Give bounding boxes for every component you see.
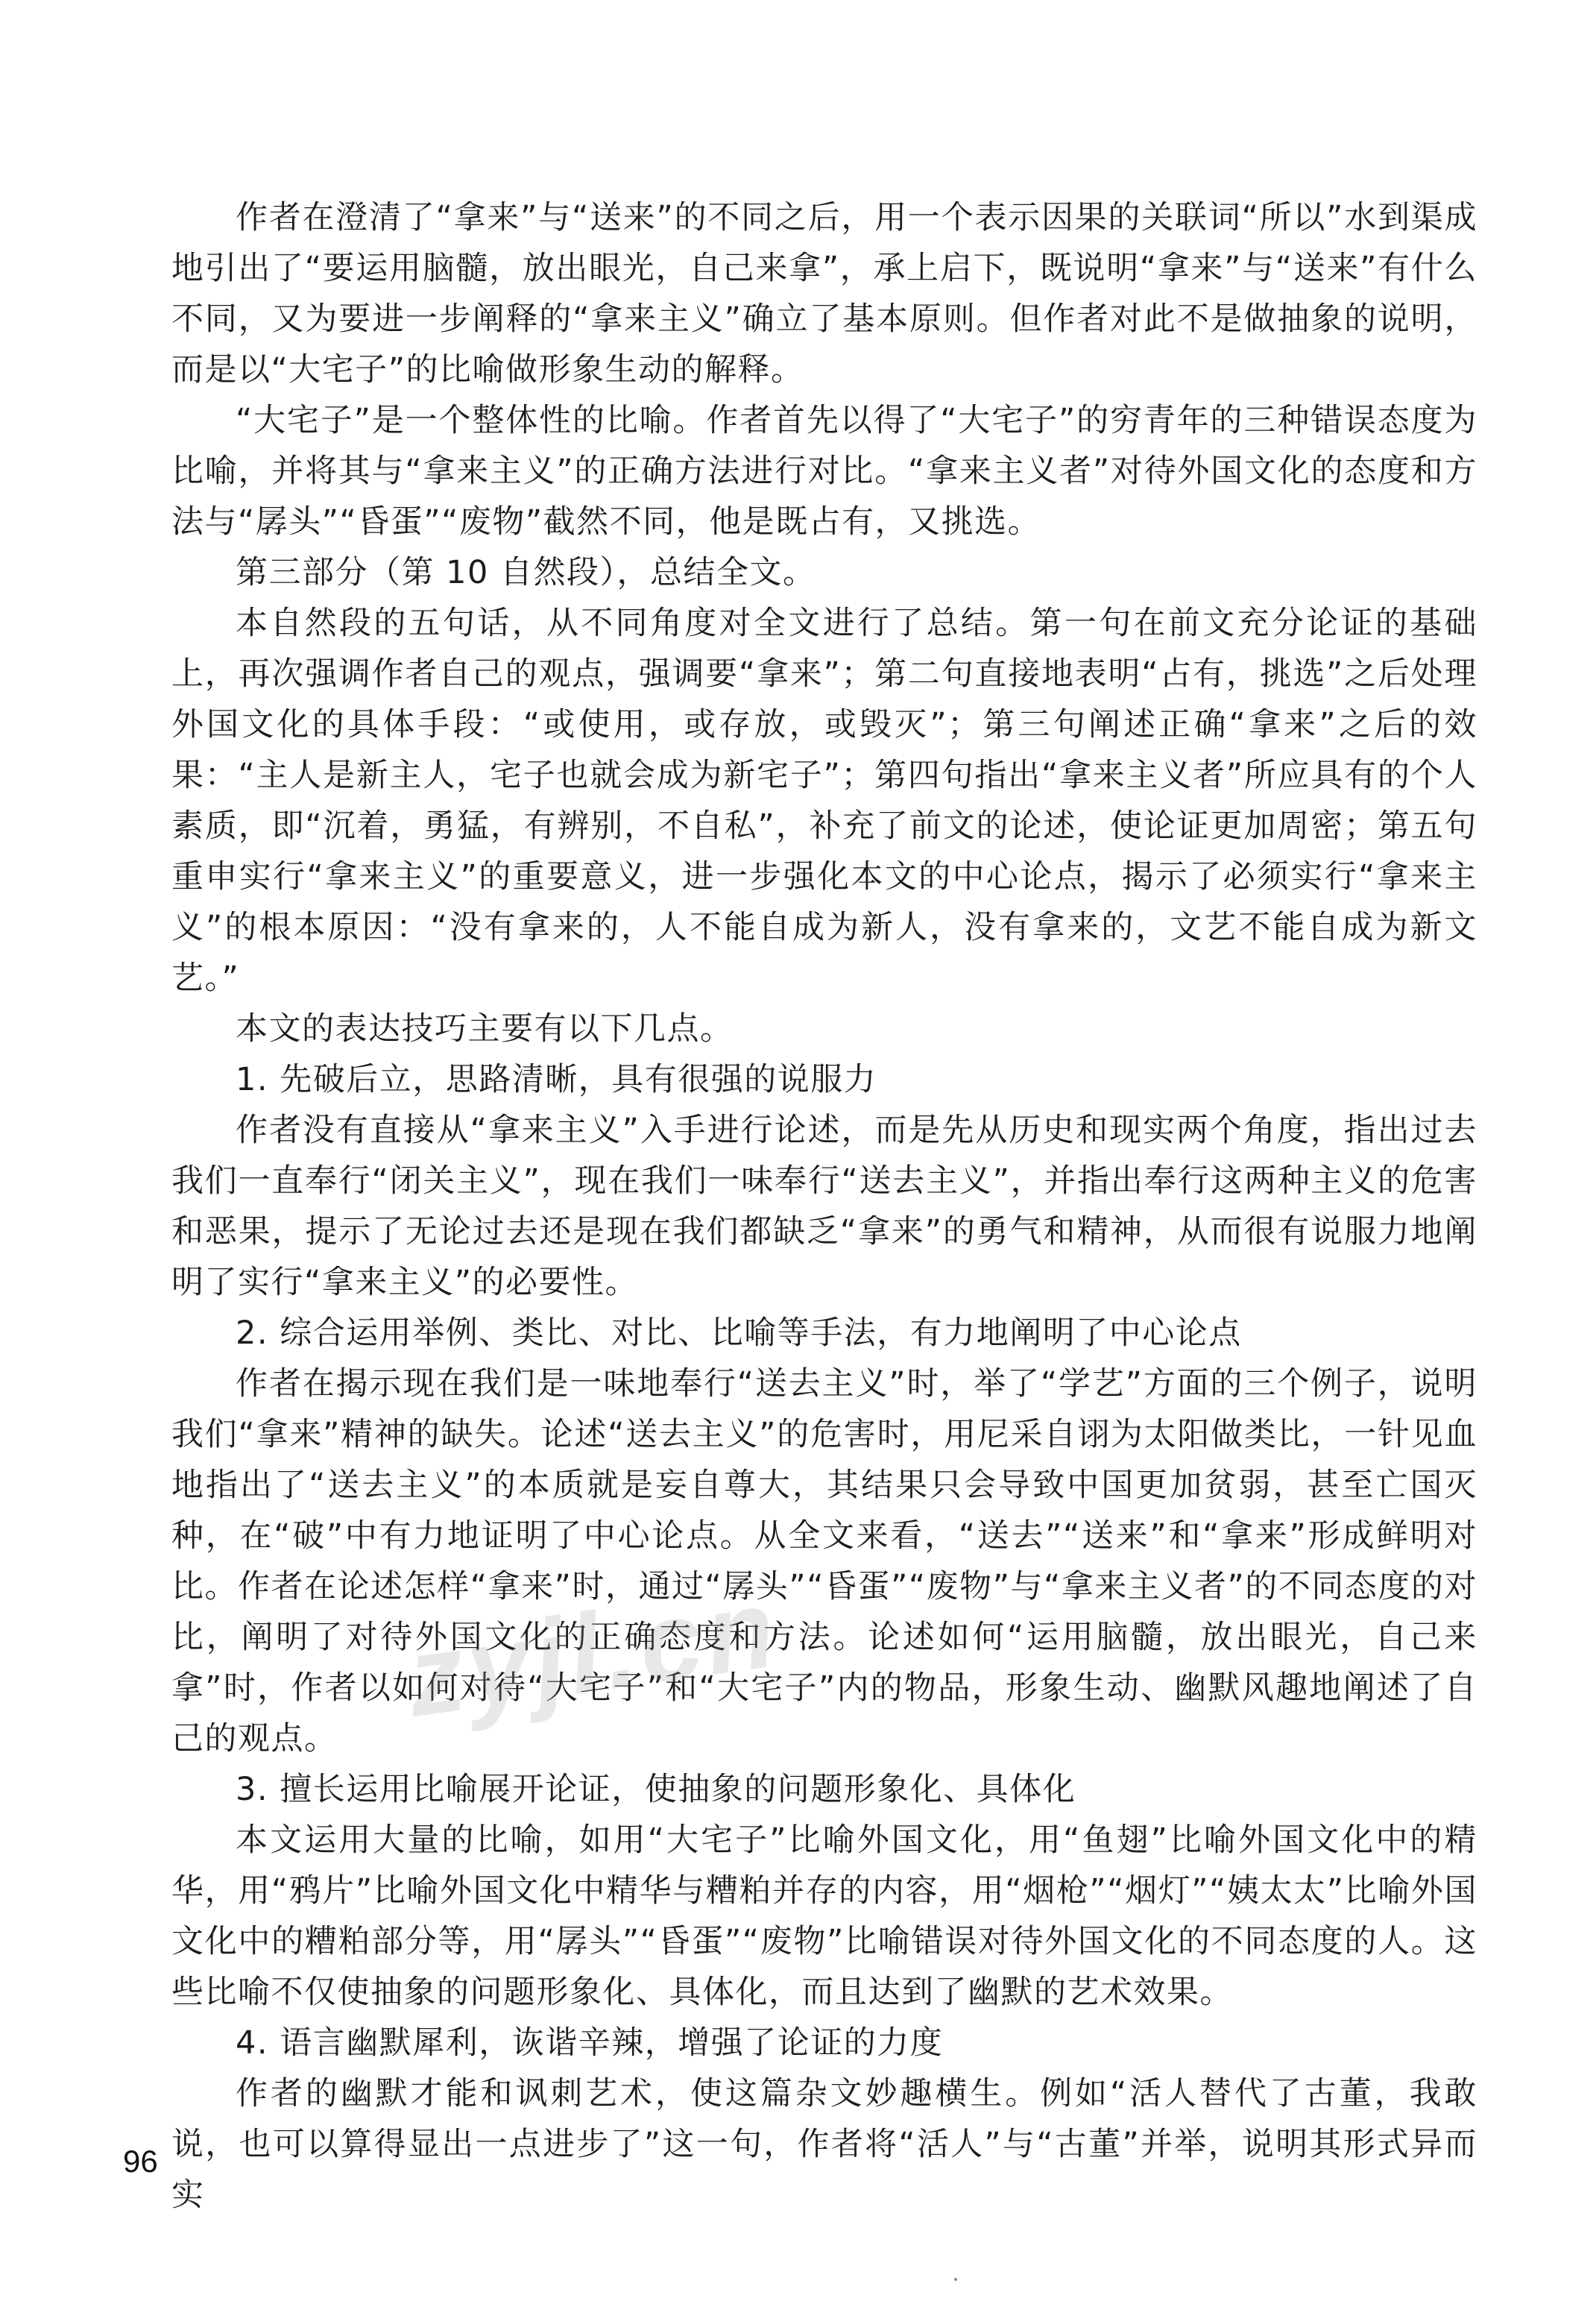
section-heading: 本文的表达技巧主要有以下几点。 xyxy=(236,1010,734,1048)
paragraph: 作者的幽默才能和讽刺艺术，使这篇杂文妙趣横生。例如“活人替代了古董，我敢说，也可以算得显出一点进步了”这一句，作者将“活人”与“古董”并举，说明其形式异而实 xyxy=(171,2075,1477,2214)
numbered-heading: 1. 先破后立，思路清晰，具有很强的说服力 xyxy=(236,1061,877,1098)
paragraph: “大宅子”是一个整体性的比喻。作者首先以得了“大宅子”的穷青年的三种错误态度为比喻，并将其与“拿来主义”的正确方法进行对比。“拿来主义者”对待外国文化的态度和方法与“孱头”“昏蛋”“废物”截然不同，他是既占有，又挑选。 xyxy=(171,402,1477,541)
page-number: 96 xyxy=(123,2144,158,2179)
section-heading: 第三部分（第 10 自然段），总结全文。 xyxy=(236,554,816,591)
scan-speck xyxy=(954,2278,957,2281)
watermark-logo: zyjl.cn xyxy=(399,1564,786,1741)
paragraph: 作者在揭示现在我们是一味地奉行“送去主义”时，举了“学艺”方面的三个例子，说明我们“拿来”精神的缺失。论述“送去主义”的危害时，用尼采自诩为太阳做类比，一针见血地指出了“送去主义”的本质就是妄自尊大，其结果只会导致中国更加贫弱，甚至亡国灭种，在“破”中有力地证明了中心论点。从全文来看，“送去”“送来”和“拿来”形成鲜明对比。作者在论述怎样“拿来”时，通过“孱头”“昏蛋”“废物”与“拿来主义者”的不同态度的对比，阐明了对待外国文化的正确态度和方法。论述如何“运用脑髓，放出眼光，自己来拿”时，作者以如何对待“大宅子”和“大宅子”内的物品，形象生动、幽默风趣地阐述了自己的观点。 xyxy=(171,1365,1477,1757)
paragraph: 本自然段的五句话，从不同角度对全文进行了总结。第一句在前文充分论证的基础上，再次强调作者自己的观点，强调要“拿来”；第二句直接地表明“占有，挑选”之后处理外国文化的具体手段：“或使用，或存放，或毁灭”；第三句阐述正确“拿来”之后的效果：“主人是新主人，宅子也就会成为新宅子”；第四句指出“拿来主义者”所应具有的个人素质，即“沉着，勇猛，有辨别，不自私”，补充了前文的论述，使论证更加周密；第五句重申实行“拿来主义”的重要意义，进一步强化本文的中心论点，揭示了必须实行“拿来主义”的根本原因：“没有拿来的，人不能自成为新人，没有拿来的，文艺不能自成为新文艺。” xyxy=(171,605,1477,997)
body-text xyxy=(171,192,1477,2220)
numbered-heading: 2. 综合运用举例、类比、对比、比喻等手法，有力地阐明了中心论点 xyxy=(236,1315,1242,1352)
paragraph: 本文运用大量的比喻，如用“大宅子”比喻外国文化，用“鱼翅”比喻外国文化中的精华，用“鸦片”比喻外国文化中精华与糟粕并存的内容，用“烟枪”“烟灯”“姨太太”比喻外国文化中的糟粕部分等，用“孱头”“昏蛋”“废物”比喻错误对待外国文化的不同态度的人。这些比喻不仅使抽象的问题形象化、具体化，而且达到了幽默的艺术效果。 xyxy=(171,1822,1477,2011)
numbered-heading: 3. 擅长运用比喻展开论证，使抽象的问题形象化、具体化 xyxy=(236,1771,1076,1808)
paragraph: 作者没有直接从“拿来主义”入手进行论述，而是先从历史和现实两个角度，指出过去我们一直奉行“闭关主义”，现在我们一味奉行“送去主义”，并指出奉行这两种主义的危害和恶果，提示了无论过去还是现在我们都缺乏“拿来”的勇气和精神，从而很有说服力地阐明了实行“拿来主义”的必要性。 xyxy=(171,1112,1477,1301)
paragraph: 作者在澄清了“拿来”与“送来”的不同之后，用一个表示因果的关联词“所以”水到渠成地引出了“要运用脑髓，放出眼光，自己来拿”，承上启下，既说明“拿来”与“送来”有什么不同，又为要进一步阐释的“拿来主义”确立了基本原则。但作者对此不是做抽象的说明，而是以“大宅子”的比喻做形象生动的解释。 xyxy=(171,199,1477,388)
numbered-heading: 4. 语言幽默犀利，诙谐辛辣，增强了论证的力度 xyxy=(236,2024,944,2062)
